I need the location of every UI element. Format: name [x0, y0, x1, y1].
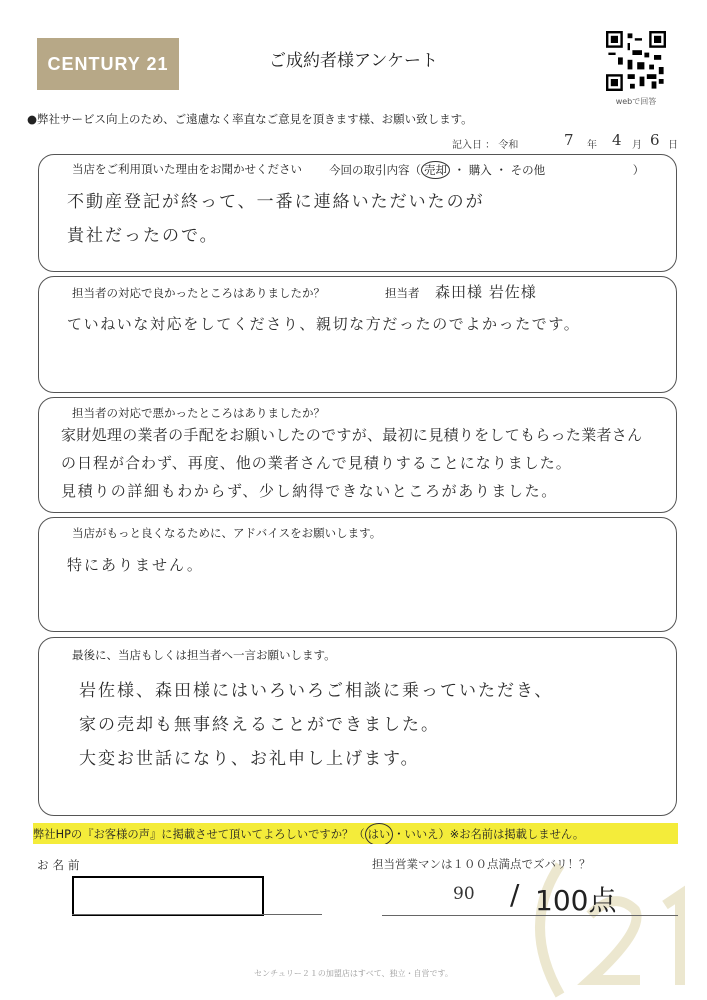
score-value: 90: [453, 884, 475, 904]
q3-question: 担当者の対応で悪かったところはありましたか？: [72, 406, 325, 420]
notice-text-after: ・いいえ）※お名前は掲載しません。: [393, 828, 585, 841]
q3-answer-line: 見積りの詳細もわからず、少し納得できないところがありました。: [61, 482, 558, 500]
name-label: お名前: [37, 858, 84, 872]
score-total: 100点: [535, 884, 617, 917]
name-underline: [72, 914, 322, 915]
q2-box: [38, 276, 677, 393]
q4-answer-line: 特にありません。: [67, 556, 204, 574]
q1-box: [38, 154, 677, 272]
page-title: ご成約者様アンケート: [269, 51, 438, 71]
q4-box: [38, 517, 677, 632]
q1-answer-line: 貴社だったので。: [67, 226, 219, 246]
date-day: 6: [650, 131, 660, 149]
footer-note: センチュリー２１の加盟店はすべて、独立・自営です。: [254, 969, 453, 978]
qr-code-icon[interactable]: [606, 31, 666, 91]
q3-box: [38, 397, 677, 513]
q1-transaction: [329, 161, 644, 179]
q2-question: 担当者の対応で良かったところはありましたか？: [72, 286, 325, 300]
q5-answer-line: 岩佐様、森田様にはいろいろご相談に乗っていただき、: [79, 681, 554, 701]
transaction-sell: 売却: [421, 161, 450, 179]
transaction-label: 今回の取引内容（: [329, 163, 421, 177]
date-row: [452, 131, 678, 151]
q1-question: 当店をご利用頂いた理由をお聞かせください: [72, 162, 302, 176]
century21-logo: CENTURY 21: [37, 38, 179, 90]
date-month-unit: 月: [632, 140, 642, 151]
q2-staff-label: 担当者: [385, 286, 420, 300]
q4-question: 当店がもっと良くなるために、アドバイスをお願いします。: [72, 526, 382, 540]
qr-caption: webで回答: [615, 97, 657, 106]
q5-answer-line: 家の売却も無事終えることができました。: [79, 715, 440, 735]
notice-text-before: 弊社HPの『お客様の声』に掲載させて頂いてよろしいですか？: [33, 828, 354, 841]
date-day-unit: 日: [668, 140, 678, 151]
q3-answer-line: 家財処理の業者の手配をお願いしたのですが、最初に見積りをしてもらった業者さん: [61, 426, 643, 444]
publish-consent-notice: [33, 823, 678, 844]
score-label: 担当営業マンは１００点満点でズバリ！？: [372, 857, 591, 871]
date-label: 記入日 ： 令和: [452, 140, 519, 151]
q5-box: [38, 637, 677, 816]
notice-paren: （: [353, 828, 365, 841]
q5-question: 最後に、当店もしくは担当者へ一言お願いします。: [72, 648, 336, 662]
transaction-options: ・ 購入 ・ その他: [453, 163, 546, 177]
date-year-unit: 年: [587, 140, 597, 151]
q2-answer-line: ていねいな対応をしてくださり、親切な方だったのでよかったです。: [67, 315, 581, 333]
date-month: 4: [612, 131, 622, 149]
score-underline: [382, 915, 678, 916]
transaction-close: ）: [632, 163, 645, 177]
date-year: 7: [564, 131, 574, 149]
name-redaction-box: [72, 876, 264, 916]
consent-yes[interactable]: はい: [365, 823, 394, 844]
q5-answer-line: 大変お世話になり、お礼申し上げます。: [79, 749, 420, 769]
q1-answer-line: 不動産登記が終って、一番に連絡いただいたのが: [67, 192, 485, 212]
intro-text: ●弊社サービス向上のため、ご遠慮なく率直なご意見を頂きます様、お願い致します。: [27, 112, 473, 126]
score-slash: /: [510, 878, 520, 911]
q3-answer-line: の日程が合わず、再度、他の業者さんで見積りすることになりました。: [61, 454, 572, 472]
q2-staff-name: 森田様 岩佐様: [435, 283, 537, 301]
